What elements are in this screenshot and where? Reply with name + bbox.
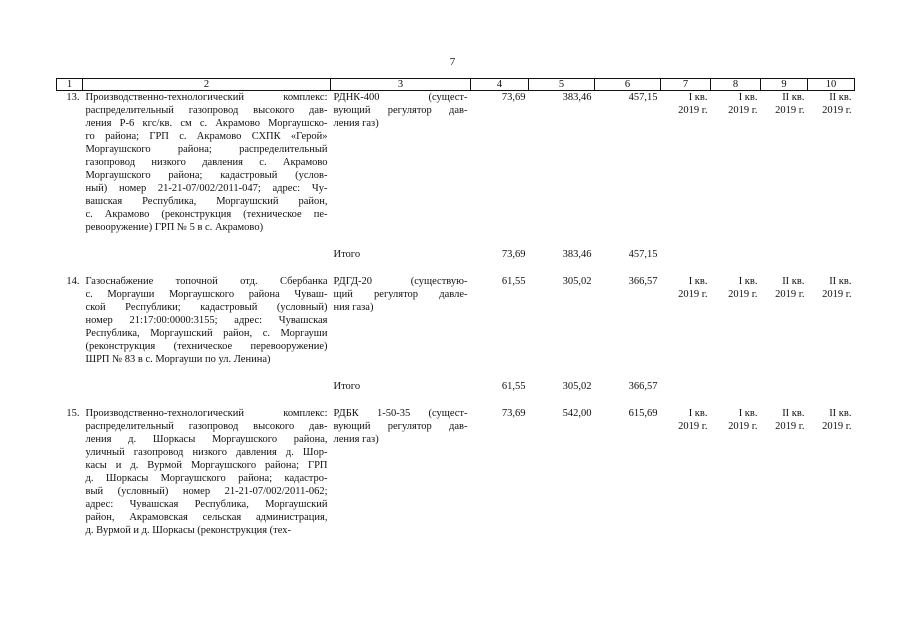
column-number: 6 <box>595 79 661 91</box>
page-number: 7 <box>449 56 456 68</box>
value-text: 383,46 <box>562 92 592 103</box>
total-value-text: 457,15 <box>628 249 658 260</box>
spacer-row <box>57 234 855 248</box>
description-line: ревооружение) ГРП № 5 в с. Акрамово) <box>85 222 264 233</box>
total-c6 <box>595 248 661 261</box>
term-line: I кв. <box>688 276 708 287</box>
term-c10 <box>808 407 855 537</box>
description-line: ШРП № 83 в с. Моргауши по ул. Ленина) <box>85 354 271 365</box>
value-text: 61,55 <box>501 276 526 287</box>
description-line: го района; ГРП с. Акрамово СХПК «Герой» <box>85 131 328 142</box>
spacer-row <box>57 366 855 380</box>
description-line: (реконструкция (техническое перевооружение) <box>85 341 328 352</box>
total-label-text: Итого <box>333 381 361 392</box>
value-text: 457,15 <box>628 92 658 103</box>
table-row <box>57 91 855 235</box>
description-line: д. Шоркасы Моргаушского района; кадастро- <box>85 473 328 484</box>
term-line: I кв. <box>688 92 708 103</box>
empty-cell <box>661 380 711 393</box>
total-c4 <box>471 380 529 393</box>
description-line: ный) номер 21-21-07/002/2011-047; адрес: Чу- <box>85 183 328 194</box>
column-number: 10 <box>808 79 855 91</box>
description-line: с. Акрамово (реконструкция (техническое пе- <box>85 209 328 220</box>
column-number: 7 <box>661 79 711 91</box>
total-label <box>331 248 471 261</box>
description-line: Моргаушского района; кадастровый (услов- <box>85 170 328 181</box>
equipment-line: вующий регулятор дав- <box>333 105 468 116</box>
column-number-row <box>57 79 855 91</box>
value-c4 <box>471 275 529 366</box>
empty-cell <box>808 248 855 261</box>
object-description <box>83 275 331 366</box>
term-line: I кв. <box>738 408 758 419</box>
description-line: ской Республики; кадастровый (условный) <box>85 302 328 313</box>
term-c9 <box>761 407 808 537</box>
value-c4 <box>471 407 529 537</box>
equipment <box>331 407 471 537</box>
empty-cell <box>711 248 761 261</box>
empty-cell <box>661 248 711 261</box>
total-c4 <box>471 248 529 261</box>
total-value-text: 383,46 <box>562 249 592 260</box>
value-c5 <box>529 91 595 235</box>
value-text: 366,57 <box>628 276 658 287</box>
description-line: Производственно-технологический комплекс: <box>85 408 328 419</box>
empty-cell <box>57 380 83 393</box>
spacer-row <box>57 261 855 275</box>
equipment-line: щий регулятор давле- <box>333 289 468 300</box>
term-line: 2019 г. <box>775 421 805 432</box>
description-line: уличный газопровод низкого давления д. Шор- <box>85 447 328 458</box>
description-line: вый (условный) номер 21-21-07/002/2011-062; <box>85 486 328 497</box>
total-row <box>57 380 855 393</box>
equipment <box>331 275 471 366</box>
empty-cell <box>808 380 855 393</box>
value-c6 <box>595 91 661 235</box>
row-number <box>57 407 83 537</box>
equipment-line: РДБК 1-50-35 (сущест- <box>333 408 468 419</box>
term-line: I кв. <box>738 92 758 103</box>
empty-cell <box>57 248 83 261</box>
equipment-line: РДГД-20 (существую- <box>333 276 468 287</box>
description-line: распределительный газопровод высокого дав- <box>85 421 328 432</box>
term-line: I кв. <box>738 276 758 287</box>
term-line: 2019 г. <box>728 289 758 300</box>
table-row <box>57 275 855 366</box>
value-c5 <box>529 275 595 366</box>
empty-cell <box>761 380 808 393</box>
term-c8 <box>711 407 761 537</box>
column-number: 1 <box>57 79 83 91</box>
term-line: I кв. <box>688 408 708 419</box>
empty-cell <box>761 248 808 261</box>
total-c5 <box>529 248 595 261</box>
term-line: 2019 г. <box>678 105 708 116</box>
total-label-text: Итого <box>333 249 361 260</box>
term-line: II кв. <box>829 408 852 419</box>
description-line: Республика, Моргаушский район, с. Моргауши <box>85 328 328 339</box>
object-description <box>83 407 331 537</box>
term-line: 2019 г. <box>775 289 805 300</box>
investment-table <box>56 78 855 537</box>
description-line: Моргаушского района; распределительный <box>85 144 328 155</box>
equipment-line: вующий регулятор дав- <box>333 421 468 432</box>
term-line: 2019 г. <box>822 105 852 116</box>
term-c9 <box>761 275 808 366</box>
description-line: касы и д. Вурмой Моргаушского района; ГРП <box>85 460 328 471</box>
value-text: 73,69 <box>501 408 526 419</box>
value-c6 <box>595 407 661 537</box>
value-text: 73,69 <box>501 92 526 103</box>
term-c9 <box>761 91 808 235</box>
column-number: 9 <box>761 79 808 91</box>
total-c6 <box>595 380 661 393</box>
description-line: Производственно-технологический комплекс: <box>85 92 328 103</box>
term-c7 <box>661 91 711 235</box>
equipment-line: ния газа) <box>333 302 374 313</box>
column-number: 3 <box>331 79 471 91</box>
row-number-text: 14. <box>66 276 80 287</box>
value-text: 542,00 <box>562 408 592 419</box>
description-line: Газоснабжение топочной отд. Сбербанка <box>85 276 328 287</box>
row-number-text: 15. <box>66 408 80 419</box>
value-c4 <box>471 91 529 235</box>
description-line: ления д. Шоркасы Моргаушского района, <box>85 434 328 445</box>
term-line: 2019 г. <box>728 105 758 116</box>
term-line: 2019 г. <box>678 421 708 432</box>
description-line: ления Р-6 кгс/кв. см с. Акрамово Моргаушско- <box>85 118 328 129</box>
term-line: II кв. <box>829 92 852 103</box>
total-value-text: 61,55 <box>501 381 526 392</box>
empty-cell <box>83 380 331 393</box>
term-c10 <box>808 275 855 366</box>
description-line: д. Вурмой и д. Шоркасы (реконструкция (тех- <box>85 525 292 536</box>
row-number <box>57 91 83 235</box>
total-value-text: 73,69 <box>501 249 526 260</box>
description-line: номер 21:17:00:0000:3155; адрес: Чувашская <box>85 315 328 326</box>
total-c5 <box>529 380 595 393</box>
column-number: 4 <box>471 79 529 91</box>
equipment-line: ления газ) <box>333 118 379 129</box>
value-c5 <box>529 407 595 537</box>
value-text: 615,69 <box>628 408 658 419</box>
term-c7 <box>661 275 711 366</box>
description-line: газопровод низкого давления с. Акрамово <box>85 157 328 168</box>
description-line: район, Акрамовская сельская администрация, <box>85 512 328 523</box>
term-c8 <box>711 91 761 235</box>
empty-cell <box>83 248 331 261</box>
term-c8 <box>711 275 761 366</box>
description-line: распределительный газопровод высокого дав- <box>85 105 328 116</box>
value-text: 305,02 <box>562 276 592 287</box>
object-description <box>83 91 331 235</box>
description-line: с. Моргауши Моргаушского района Чуваш- <box>85 289 328 300</box>
total-label <box>331 380 471 393</box>
total-value-text: 366,57 <box>628 381 658 392</box>
term-line: 2019 г. <box>728 421 758 432</box>
column-number: 8 <box>711 79 761 91</box>
value-c6 <box>595 275 661 366</box>
term-c7 <box>661 407 711 537</box>
equipment-line: РДНК-400 (сущест- <box>333 92 468 103</box>
equipment-line: ления газ) <box>333 434 379 445</box>
term-line: 2019 г. <box>822 421 852 432</box>
description-line: адрес: Чувашская Республика, Моргаушский <box>85 499 328 510</box>
term-line: II кв. <box>782 408 805 419</box>
term-line: 2019 г. <box>775 105 805 116</box>
term-line: 2019 г. <box>678 289 708 300</box>
total-row <box>57 248 855 261</box>
term-line: II кв. <box>782 92 805 103</box>
column-number: 5 <box>529 79 595 91</box>
row-number <box>57 275 83 366</box>
equipment <box>331 91 471 235</box>
empty-cell <box>711 380 761 393</box>
row-number-text: 13. <box>66 92 80 103</box>
term-line: II кв. <box>782 276 805 287</box>
term-c10 <box>808 91 855 235</box>
term-line: 2019 г. <box>822 289 852 300</box>
description-line: вашская Республика, Моргаушский район, <box>85 196 328 207</box>
total-value-text: 305,02 <box>562 381 592 392</box>
table-row <box>57 407 855 537</box>
term-line: II кв. <box>829 276 852 287</box>
spacer-row <box>57 393 855 407</box>
column-number: 2 <box>83 79 331 91</box>
